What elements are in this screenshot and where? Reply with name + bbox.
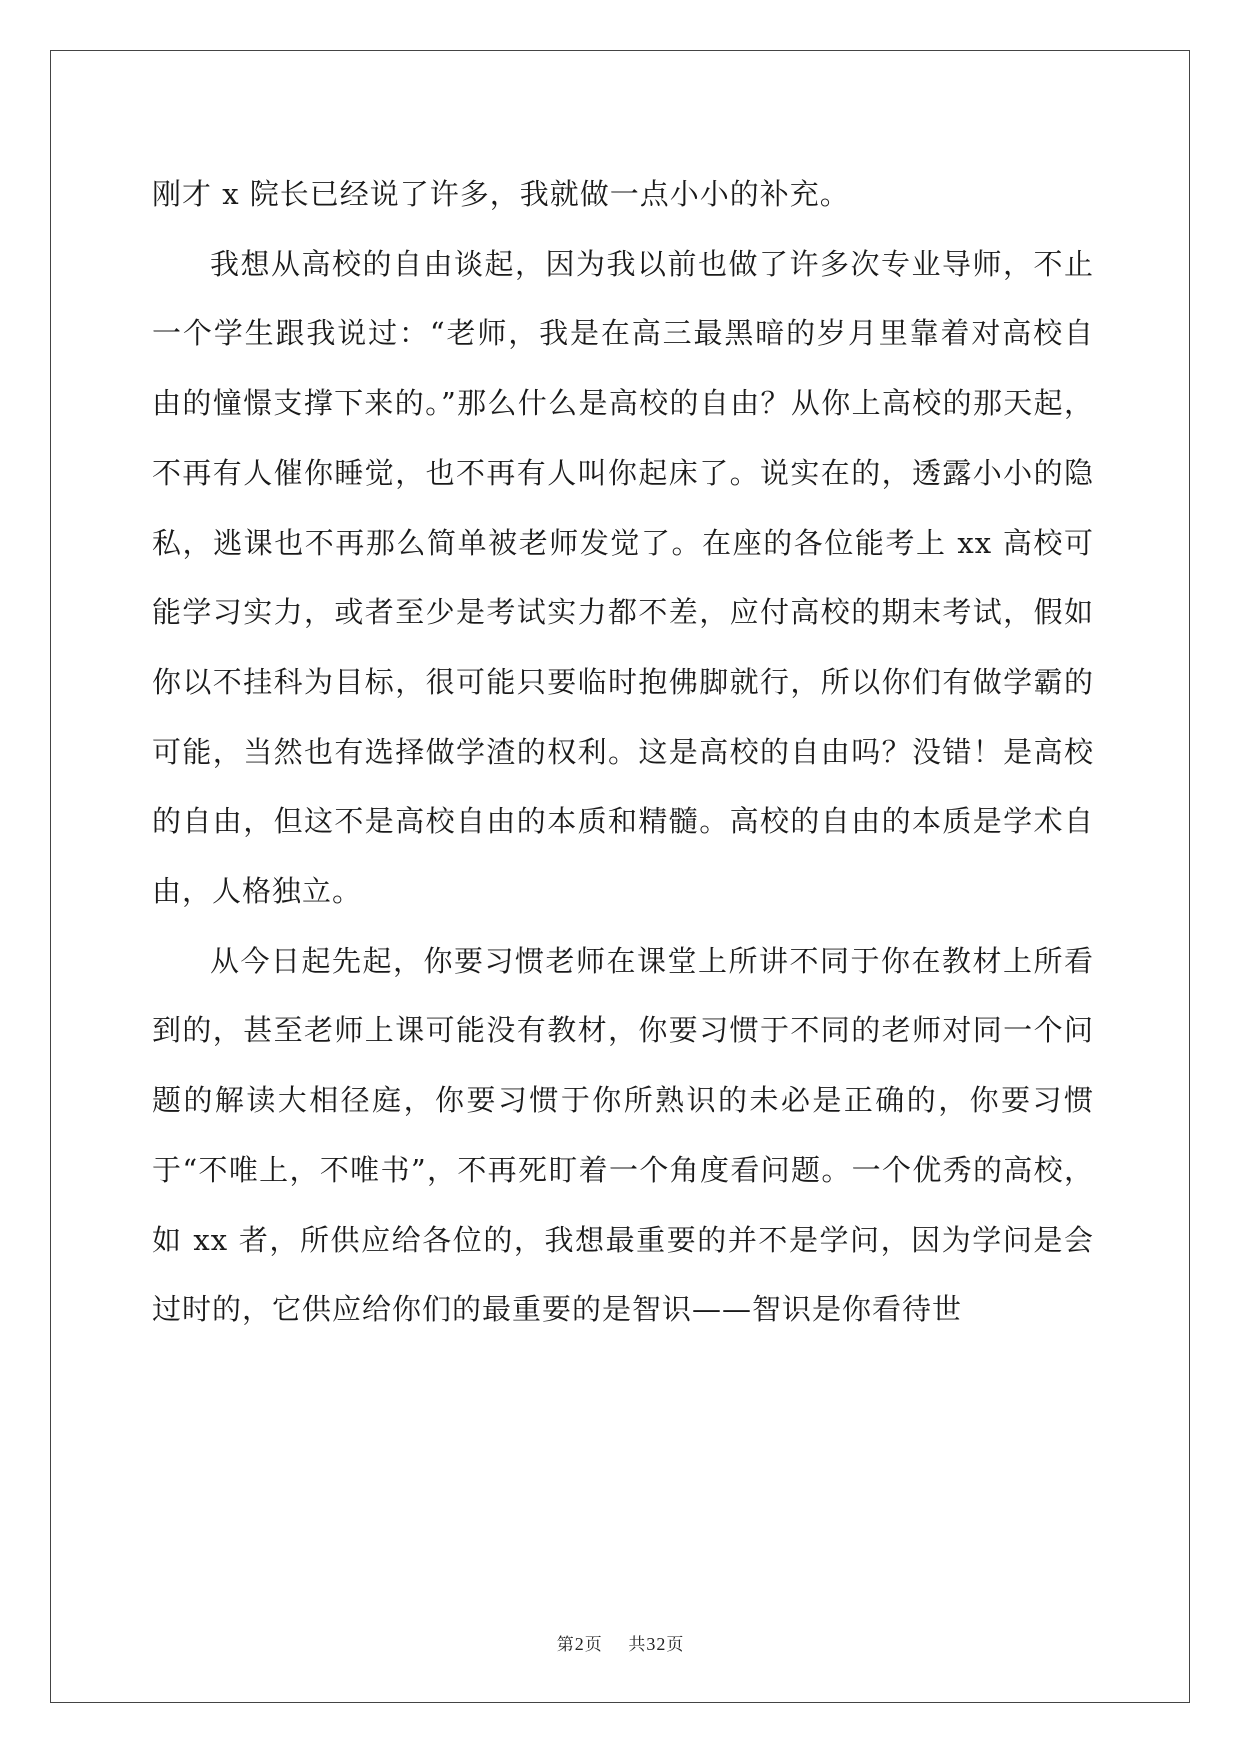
paragraph-2: 我想从高校的自由谈起，因为我以前也做了许多次专业导师，不止一个学生跟我说过：“老师，我是在高三最黑暗的岁月里靠着对高校自由的憧憬支撑下来的。”那么什么是高校的自由？从你上高校的那天起，不再有人催你睡觉，也不再有人叫你起床了。说实在的，透露小小的隐私，逃课也不再那么简单被老师发觉了。在座的各位能考上 xx 高校可能学习实力，或者至少是考试实力都不差，应付高校的期末考试，假如你以不挂科为目标，很可能只要临时抱佛脚就行，所以你们有做学霸的可能，当然也有选择做学渣的权利。这是高校的自由吗？没错！是高校的自由，但这不是高校自由的本质和精髓。高校的自由的本质是学术自由，人格独立。 bbox=[152, 246, 1094, 909]
document-body bbox=[152, 160, 1094, 1345]
page-current: 2 bbox=[574, 1634, 585, 1654]
total-prefix: 共 bbox=[628, 1635, 647, 1655]
page-suffix: 页 bbox=[584, 1635, 603, 1655]
page-total: 32 bbox=[646, 1634, 667, 1654]
paragraph-1: 刚才 x 院长已经说了许多，我就做一点小小的补充。 bbox=[152, 177, 850, 211]
page-footer bbox=[0, 1630, 1241, 1655]
paragraph-3: 从今日起先起，你要习惯老师在课堂上所讲不同于你在教材上所看到的，甚至老师上课可能没有教材，你要习惯于不同的老师对同一个问题的解读大相径庭，你要习惯于你所熟识的未必是正确的，你要习惯于“不唯上，不唯书”，不再死盯着一个角度看问题。一个优秀的高校，如 xx 者，所供应给各位的，我想最重要的并不是学问，因为学问是会过时的，它供应给你们的最重要的是智识——智识是你看待世 bbox=[152, 943, 1094, 1327]
total-suffix: 页 bbox=[666, 1635, 685, 1655]
page-prefix: 第 bbox=[556, 1635, 575, 1655]
